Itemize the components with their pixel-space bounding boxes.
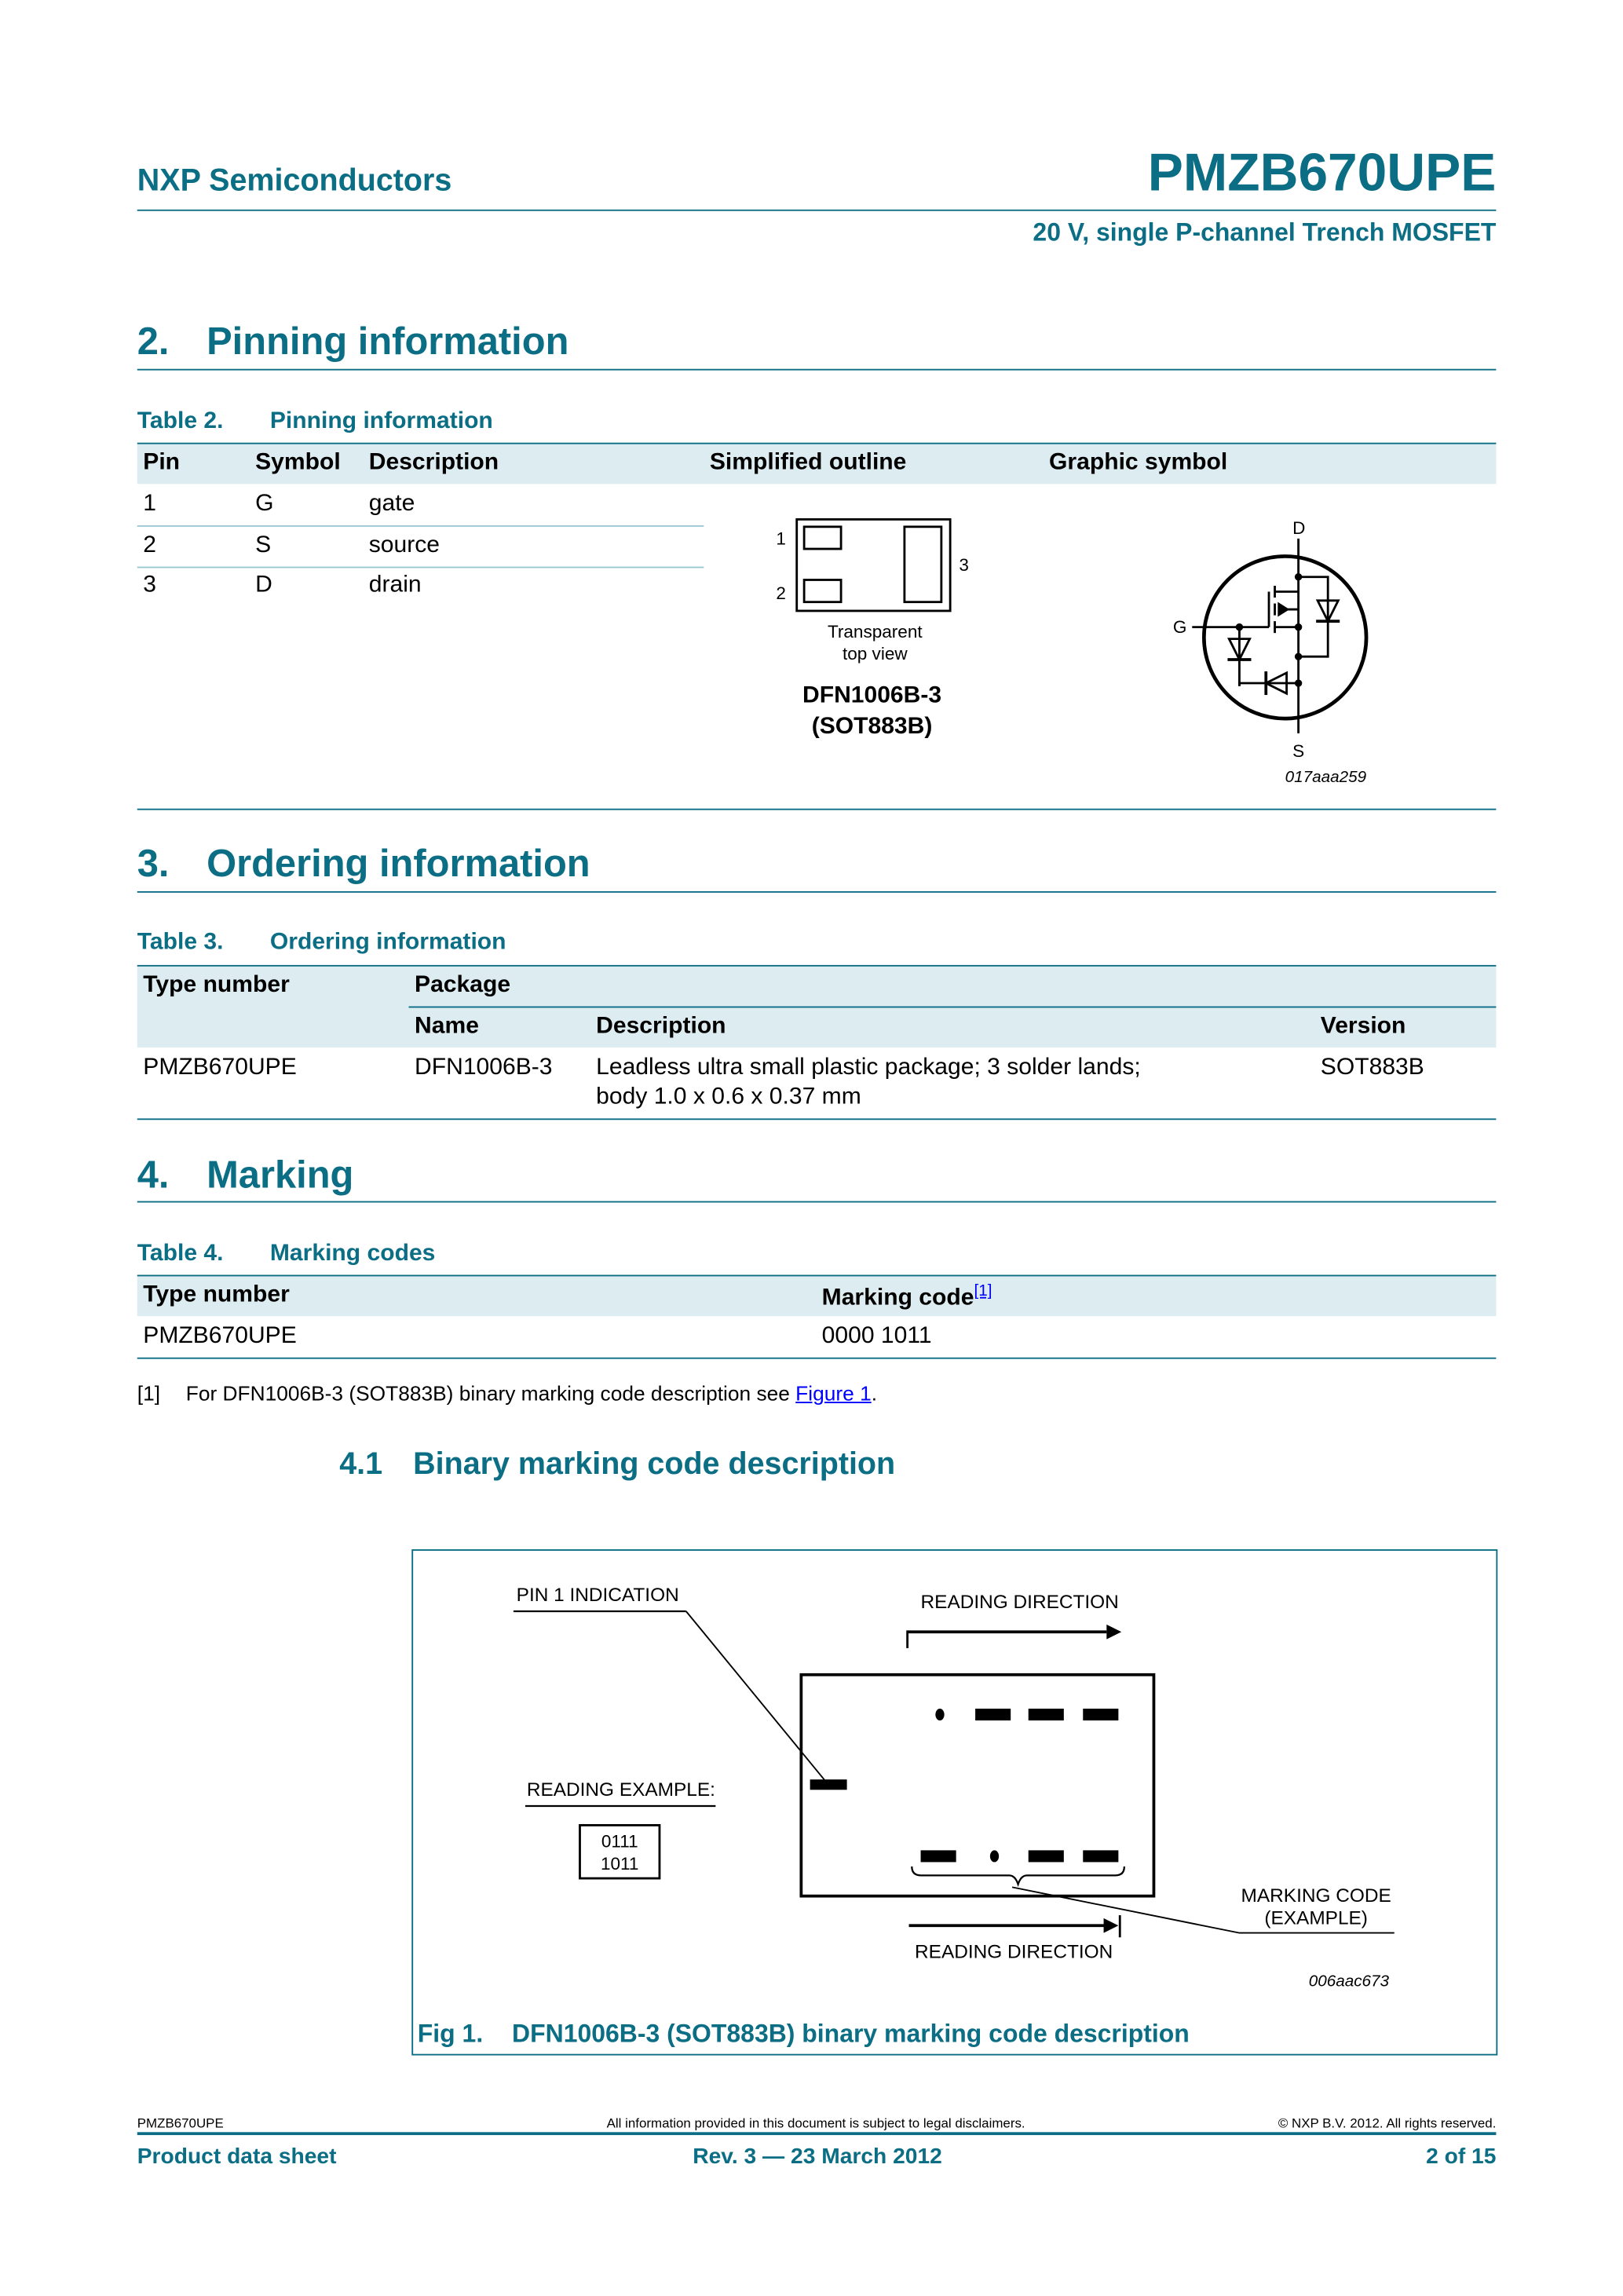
row-divider	[137, 525, 704, 527]
gate-label: G	[1172, 617, 1187, 638]
col-version: Version	[1320, 1013, 1406, 1039]
footer-revision: Rev. 3 — 23 March 2012	[693, 2144, 942, 2170]
footnote	[186, 1381, 877, 1405]
table-top	[137, 1275, 1497, 1277]
cell-desc: Leadless ultra small plastic package; 3 solder lands;	[596, 1055, 1141, 1080]
table-label: Table 3.	[137, 929, 224, 955]
col-type-number: Type number	[143, 1281, 290, 1307]
table-title: Marking codes	[269, 1241, 436, 1267]
col-marking-code	[822, 1282, 992, 1312]
col-description: Description	[596, 1013, 726, 1039]
part-number: PMZB670UPE	[1147, 141, 1497, 203]
cell-pin: 2	[143, 532, 157, 558]
company-name: NXP Semiconductors	[137, 163, 452, 198]
cell-desc: source	[368, 532, 440, 558]
pin1-label: 1	[776, 528, 786, 549]
col-outline: Simplified outline	[709, 450, 907, 476]
figure-ref: 006aac673	[1308, 1972, 1389, 1991]
table-label: Table 2.	[137, 408, 224, 434]
table-label: Table 4.	[137, 1241, 224, 1267]
table-bottom	[137, 809, 1497, 810]
section-title: Marking	[207, 1152, 354, 1197]
row-divider	[137, 567, 704, 569]
cell-symbol: D	[255, 572, 272, 598]
cell-name: DFN1006B-3	[415, 1055, 553, 1080]
reading-example-label: READING EXAMPLE:	[526, 1779, 715, 1801]
figure-ref: 017aaa259	[1285, 767, 1367, 786]
footer-doc-type: Product data sheet	[137, 2144, 337, 2170]
table-top	[137, 965, 1497, 967]
marking-code-label: MARKING CODE	[1241, 1885, 1391, 1907]
footnote-mark: [1]	[137, 1380, 161, 1405]
section-number: 2.	[137, 318, 170, 364]
package-code: (SOT883B)	[811, 712, 933, 739]
package-name: DFN1006B-3	[802, 682, 942, 708]
cell-pin: 3	[143, 572, 157, 598]
pin3-label: 3	[959, 555, 969, 576]
pin2-label: 2	[776, 583, 786, 603]
figure-caption: DFN1006B-3 (SOT883B) binary marking code description	[512, 2020, 1190, 2049]
cell-desc: drain	[368, 572, 422, 598]
col-symbol: Symbol	[255, 450, 341, 476]
divider	[137, 210, 1497, 211]
view-label: top view	[842, 643, 908, 664]
col-package: Package	[415, 972, 511, 998]
view-label: Transparent	[827, 621, 923, 642]
footnote-end: .	[871, 1380, 878, 1405]
table-bottom	[137, 1358, 1497, 1359]
subsection-title: Binary marking code description	[413, 1447, 896, 1482]
col-name: Name	[415, 1013, 479, 1039]
cell-type: PMZB670UPE	[143, 1323, 297, 1349]
subheader-divider	[409, 1007, 1497, 1008]
example-line-1: 0111	[601, 1831, 638, 1852]
cell-desc: gate	[368, 491, 415, 517]
table-bottom	[137, 1118, 1497, 1120]
figure-1-frame	[411, 1549, 1497, 2056]
section-title: Ordering information	[207, 841, 590, 886]
marking-code-example: (EXAMPLE)	[1264, 1907, 1368, 1929]
divider	[137, 891, 1497, 893]
footer-doc: PMZB670UPE	[137, 2115, 224, 2131]
footer-disclaimer: All information provided in this document is subject to legal disclaimers.	[606, 2115, 1025, 2131]
cell-symbol: S	[255, 532, 272, 558]
col-symbol-graphic: Graphic symbol	[1049, 450, 1228, 476]
divider	[137, 369, 1497, 371]
figure-1-link[interactable]: Figure 1	[795, 1380, 872, 1405]
footer-copyright: © NXP B.V. 2012. All rights reserved.	[1278, 2115, 1497, 2131]
col-pin: Pin	[143, 450, 181, 476]
subtitle: 20 V, single P-channel Trench MOSFET	[1033, 218, 1497, 247]
footnote-ref-link[interactable]: [1]	[974, 1281, 992, 1300]
table-title: Ordering information	[269, 929, 506, 955]
section-title: Pinning information	[207, 318, 569, 364]
table-top	[137, 443, 1497, 444]
mosfet-symbol-icon	[1151, 509, 1402, 796]
example-line-2: 1011	[600, 1853, 639, 1874]
package-outline-drawing	[738, 502, 1033, 752]
pin1-indication-label: PIN 1 INDICATION	[516, 1584, 679, 1606]
col-type-number: Type number	[143, 972, 290, 998]
section-number: 3.	[137, 841, 170, 886]
cell-pin: 1	[143, 491, 157, 517]
reading-direction-top: READING DIRECTION	[920, 1592, 1119, 1614]
section-number: 4.	[137, 1152, 170, 1197]
source-label: S	[1292, 740, 1305, 761]
col-description: Description	[368, 450, 499, 476]
cell-version: SOT883B	[1320, 1055, 1424, 1080]
marking-code-diagram	[413, 1551, 1496, 2054]
subsection-number: 4.1	[339, 1447, 383, 1482]
figure-label: Fig 1.	[417, 2020, 484, 2049]
footer-divider	[137, 2132, 1497, 2135]
col-marking-code-label: Marking code	[821, 1285, 974, 1311]
divider	[137, 1201, 1497, 1203]
cell-type: PMZB670UPE	[143, 1055, 297, 1080]
table-header-bg	[137, 1276, 1497, 1316]
cell-symbol: G	[255, 491, 274, 517]
table-title: Pinning information	[269, 408, 493, 434]
reading-direction-bottom: READING DIRECTION	[915, 1941, 1113, 1963]
drain-label: D	[1292, 518, 1306, 539]
cell-desc: body 1.0 x 0.6 x 0.37 mm	[596, 1084, 861, 1110]
cell-code: 0000 1011	[821, 1323, 932, 1349]
footnote-text: For DFN1006B-3 (SOT883B) binary marking code description see	[185, 1380, 796, 1405]
footer-page: 2 of 15	[1426, 2144, 1497, 2170]
